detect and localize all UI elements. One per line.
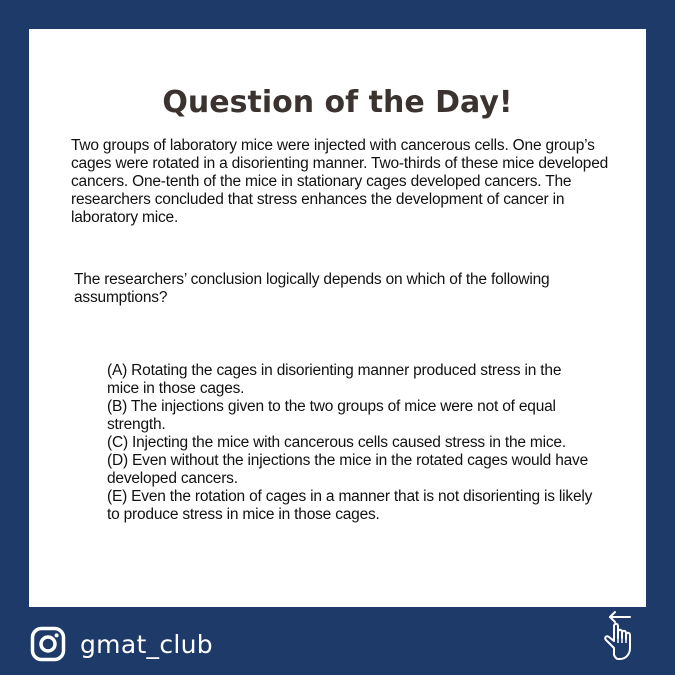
question-passage: Two groups of laboratory mice were injected with cancerous cells. One group’s cages were rotated in a disorienting manner. Two-thirds of these mice developed cancers. One-tenth of the mice in stationary cages developed cancers. The researchers concluded that stress enhances the development of cancer in laboratory mice. — [71, 137, 609, 226]
answer-choice-c[interactable]: (C) Injecting the mice with cancerous cells caused stress in the mice. — [107, 434, 566, 451]
answer-choice-d[interactable]: (D) Even without the injections the mice in the rotated cages would have developed cancers. — [107, 452, 589, 487]
answer-choice-e[interactable]: (E) Even the rotation of cages in a manner that is not disorienting is likely to produce stress in mice in those cages. — [107, 488, 593, 523]
question-card — [29, 29, 646, 607]
question-stem: The researchers’ conclusion logically depends on which of the following assumptions? — [74, 271, 550, 306]
answer-choices — [107, 362, 597, 524]
instagram-handle: gmat_club — [80, 629, 213, 659]
page-title: Question of the Day! — [162, 85, 513, 120]
instagram-handle-link[interactable] — [30, 626, 213, 662]
swipe-hand-icon[interactable] — [600, 608, 646, 664]
instagram-icon — [30, 626, 66, 662]
answer-choice-a[interactable]: (A) Rotating the cages in disorienting manner produced stress in the mice in those cages. — [107, 362, 562, 397]
answer-choice-b[interactable]: (B) The injections given to the two groups of mice were not of equal strength. — [107, 398, 556, 433]
